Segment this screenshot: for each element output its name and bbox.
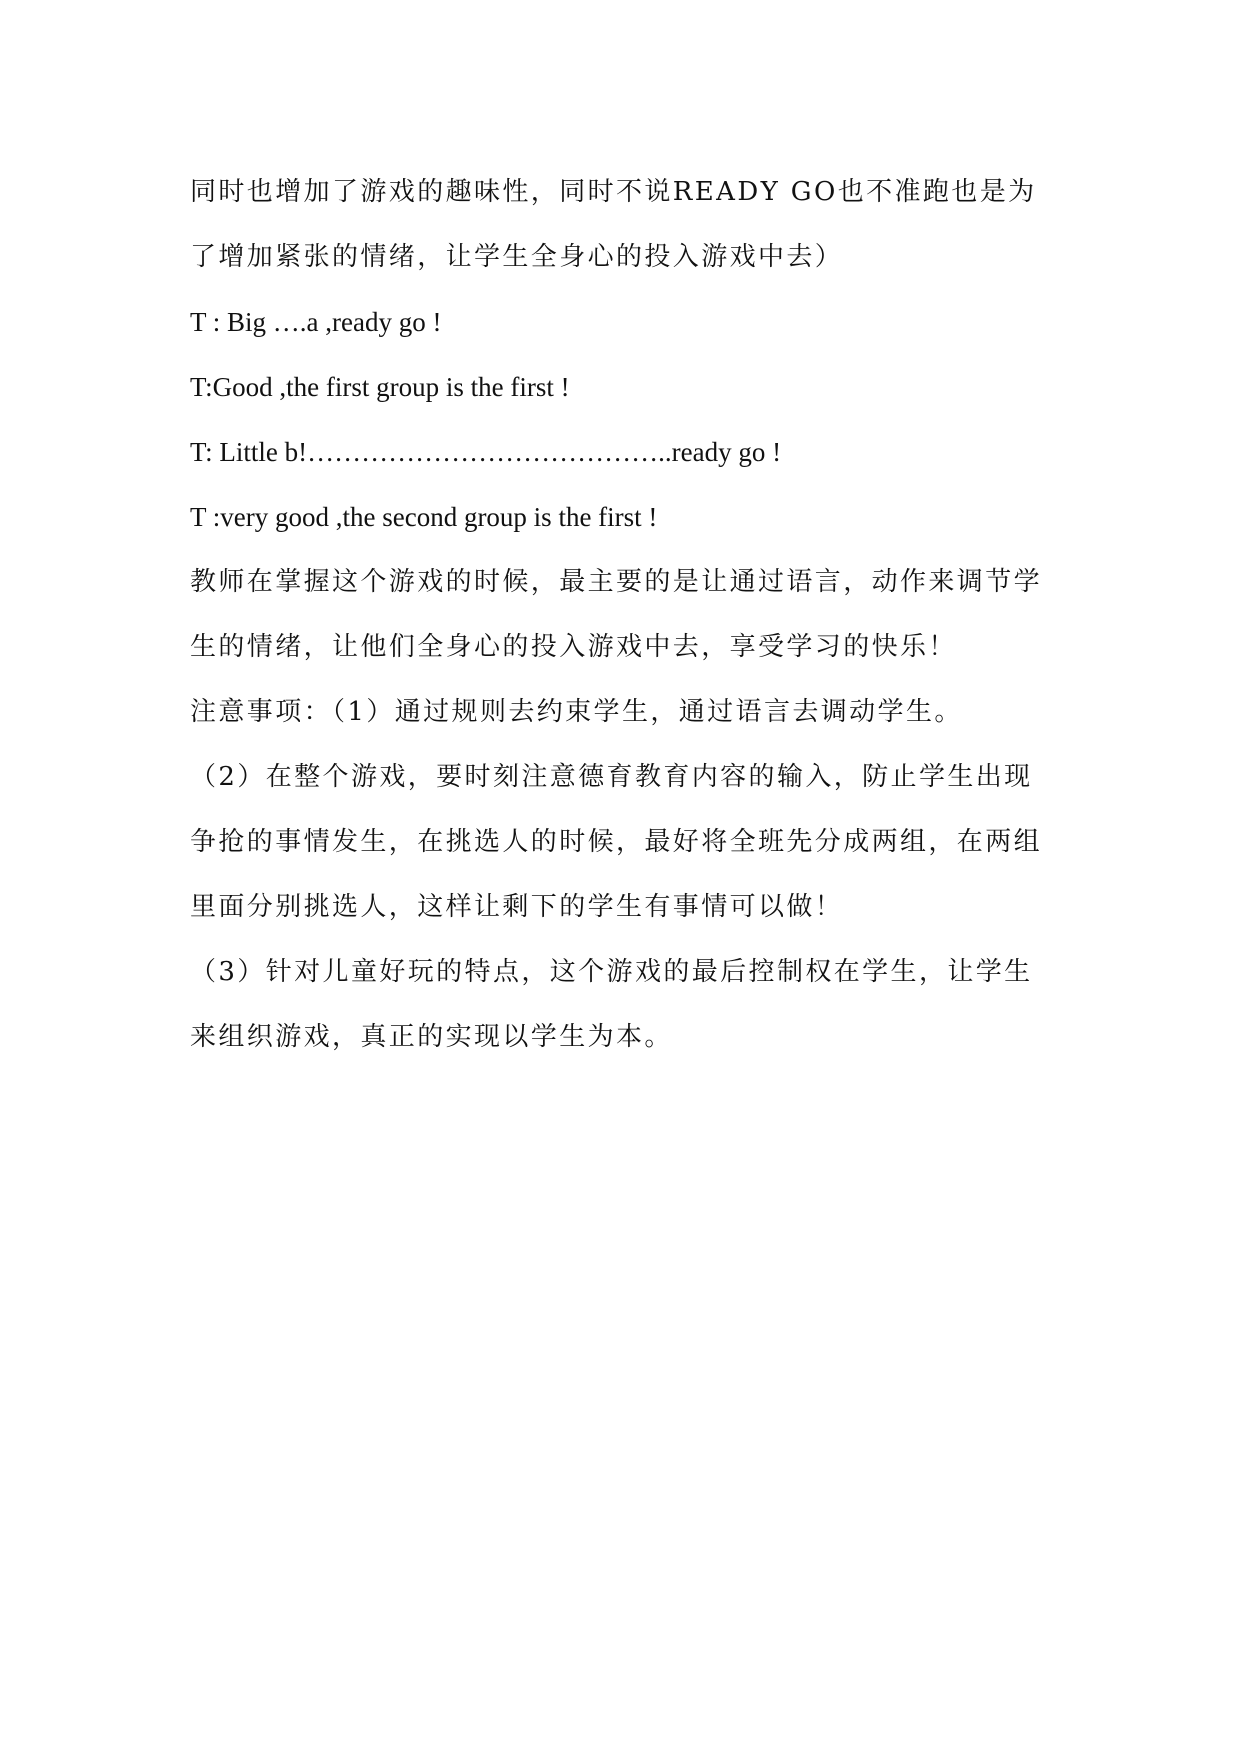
text-line: 争抢的事情发生，在挑选人的时候，最好将全班先分成两组，在两组 <box>190 827 1043 857</box>
dialogue-line: T : Big ….a ,ready go ! <box>190 307 442 337</box>
text-line: 来组织游戏，真正的实现以学生为本。 <box>190 1022 673 1052</box>
document-body <box>190 160 1070 1070</box>
text-line: （2）在整个游戏，要时刻注意德育教育内容的输入，防止学生出现 <box>190 762 1033 792</box>
text-line: 生的情绪，让他们全身心的投入游戏中去，享受学习的快乐！ <box>190 632 957 662</box>
text-line: 了增加紧张的情绪，让学生全身心的投入游戏中去） <box>190 242 844 272</box>
text-line: 同时也增加了游戏的趣味性，同时不说READY GO也不准跑也是为 <box>190 177 1037 207</box>
dialogue-line: T: Little b!…………………………………..ready go ! <box>190 437 782 467</box>
dialogue-line: T :very good ,the second group is the first ! <box>190 502 658 532</box>
text-line: 里面分别挑选人，这样让剩下的学生有事情可以做！ <box>190 892 844 922</box>
text-line: 教师在掌握这个游戏的时候，最主要的是让通过语言，动作来调节学 <box>190 567 1043 597</box>
notes-heading-line: 注意事项：（1）通过规则去约束学生，通过语言去调动学生。 <box>190 697 963 727</box>
dialogue-line: T:Good ,the first group is the first ! <box>190 372 570 402</box>
text-line: （3）针对儿童好玩的特点，这个游戏的最后控制权在学生，让学生 <box>190 957 1033 987</box>
